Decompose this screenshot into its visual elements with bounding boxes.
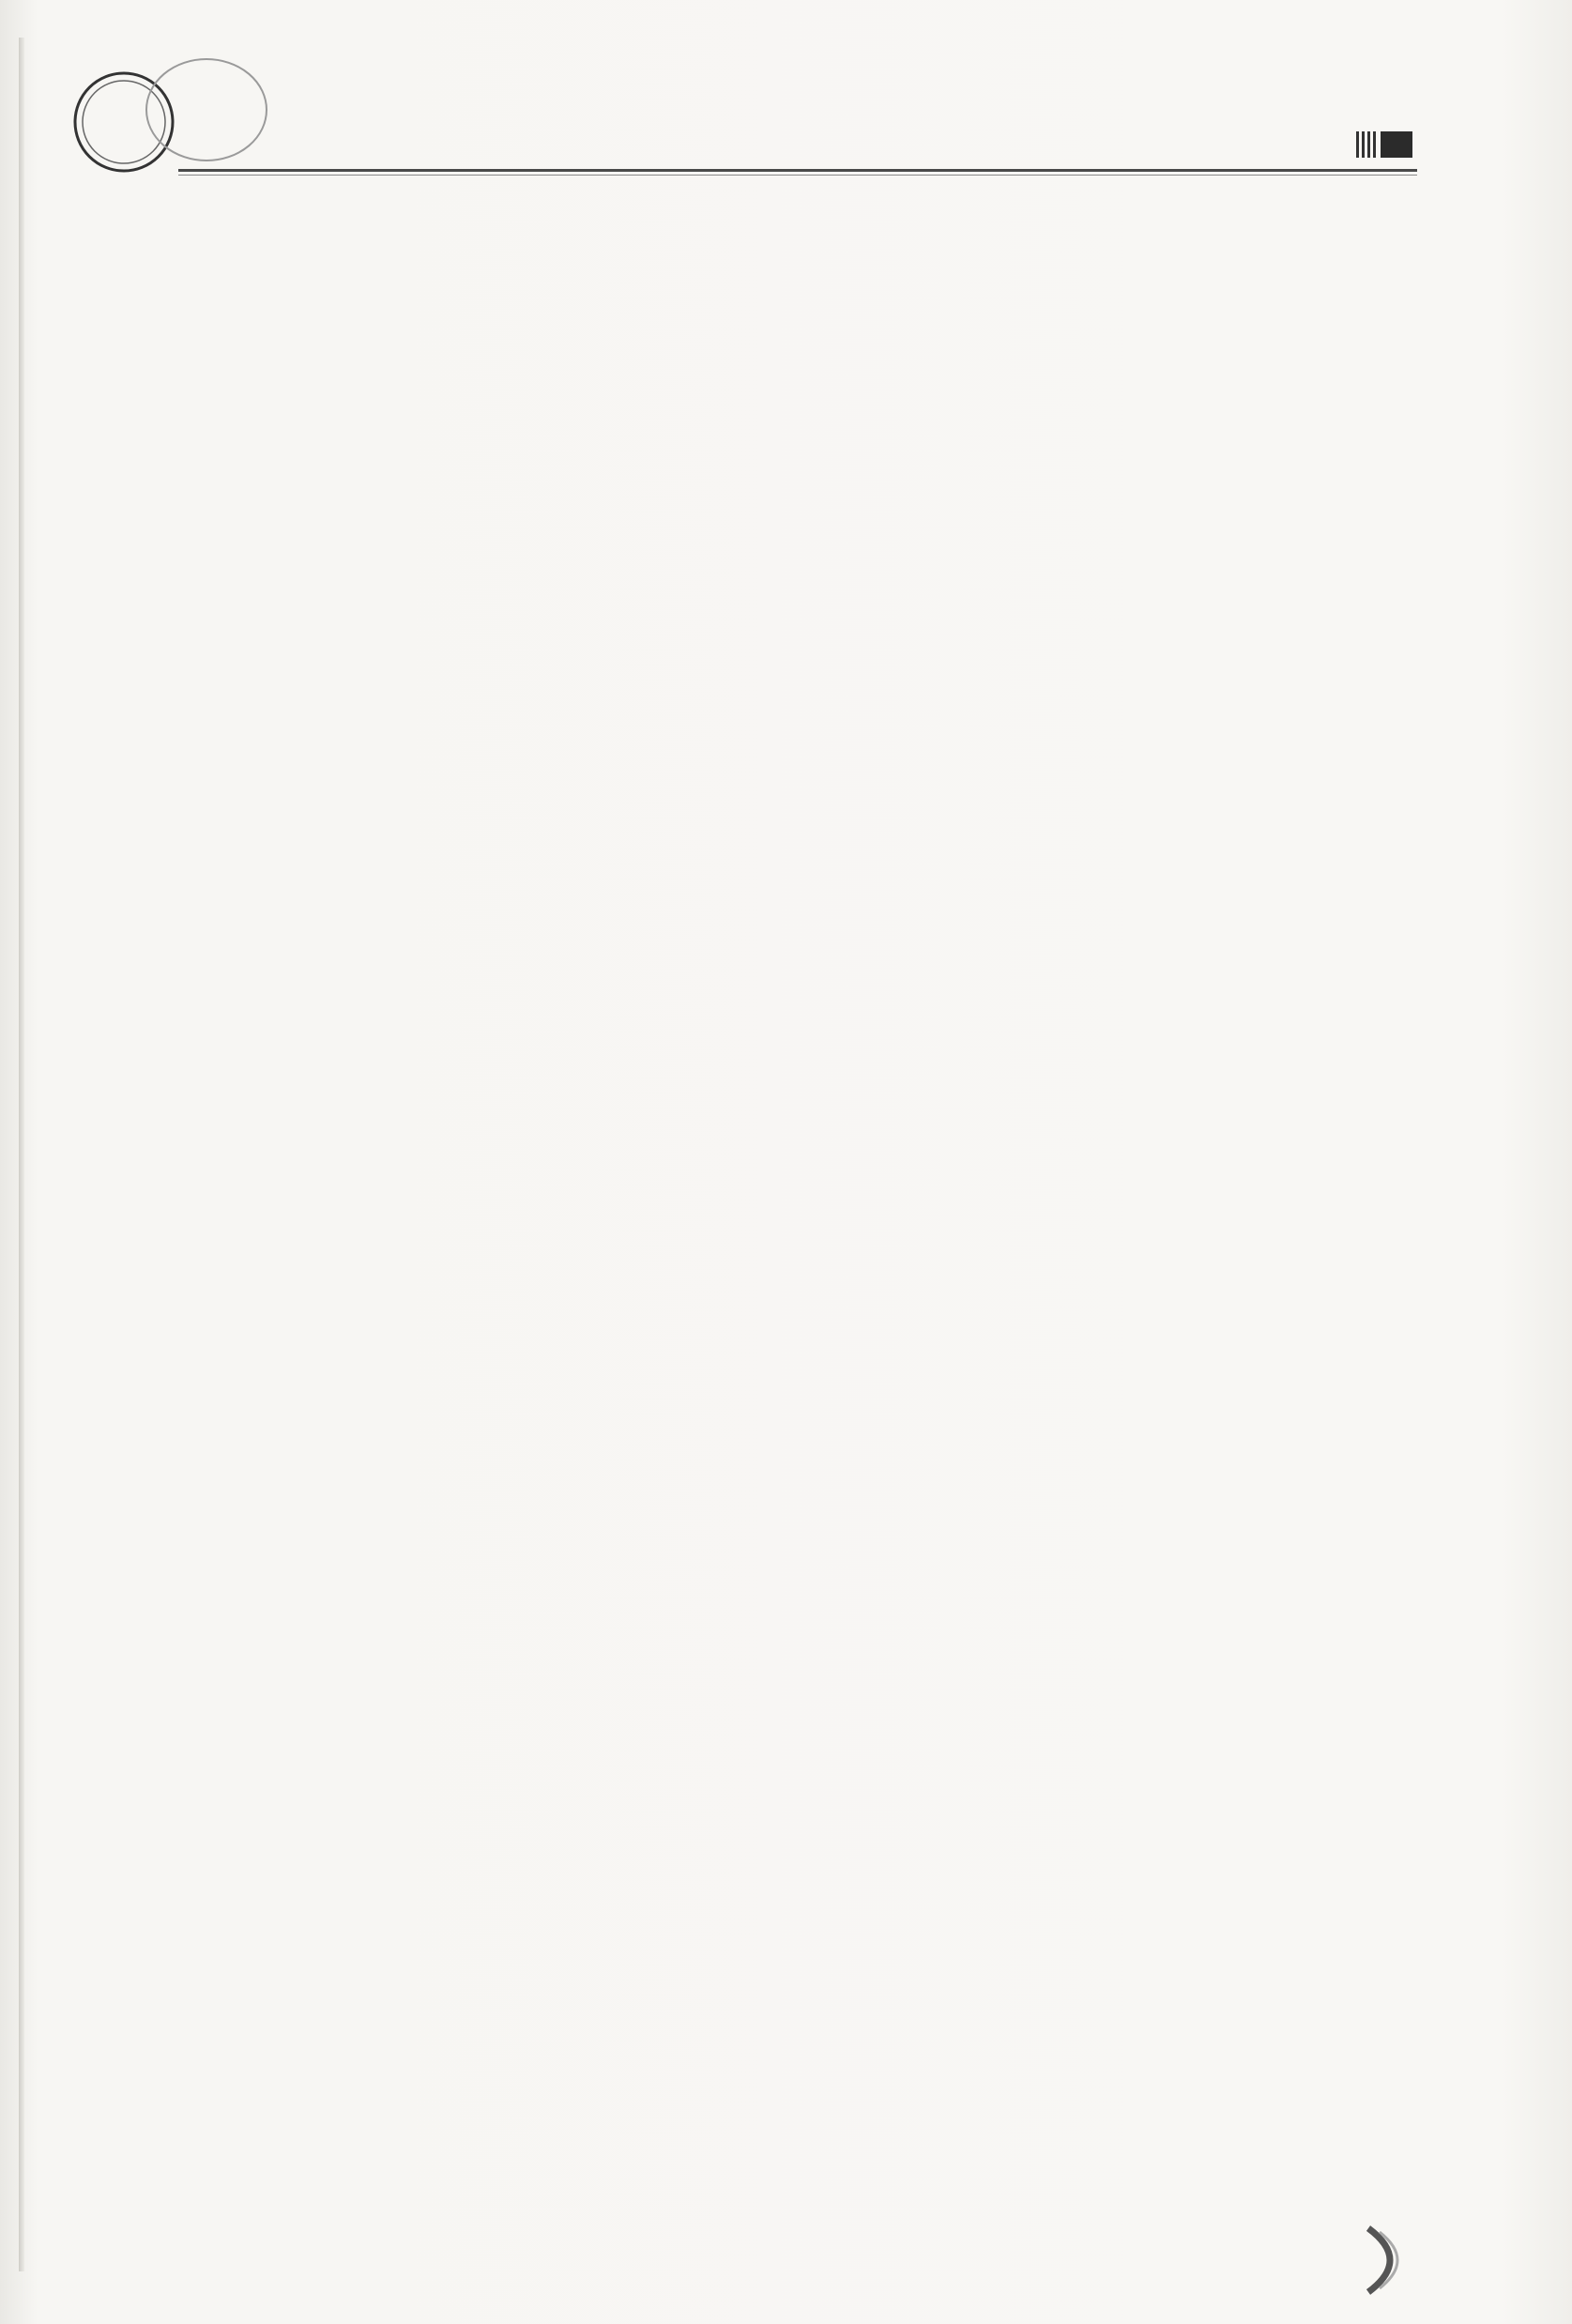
watermark: [56, 1755, 929, 1971]
test-title: [75, 303, 1417, 350]
section2-intro: [75, 444, 1417, 491]
header-bars-icon: [1356, 130, 1414, 160]
stamp-icon: [141, 52, 272, 174]
header-rule-thin: [178, 175, 1417, 176]
section2-intro-cont: [75, 491, 1417, 538]
section1-intro: [75, 350, 1417, 397]
content: [75, 230, 1417, 538]
header-rule: [178, 169, 1417, 172]
book-spine: [19, 38, 24, 2271]
topic-title: [75, 256, 1417, 303]
page-corner-arc-icon: [1361, 2223, 1417, 2298]
section1-intro-cont: [75, 397, 1417, 444]
